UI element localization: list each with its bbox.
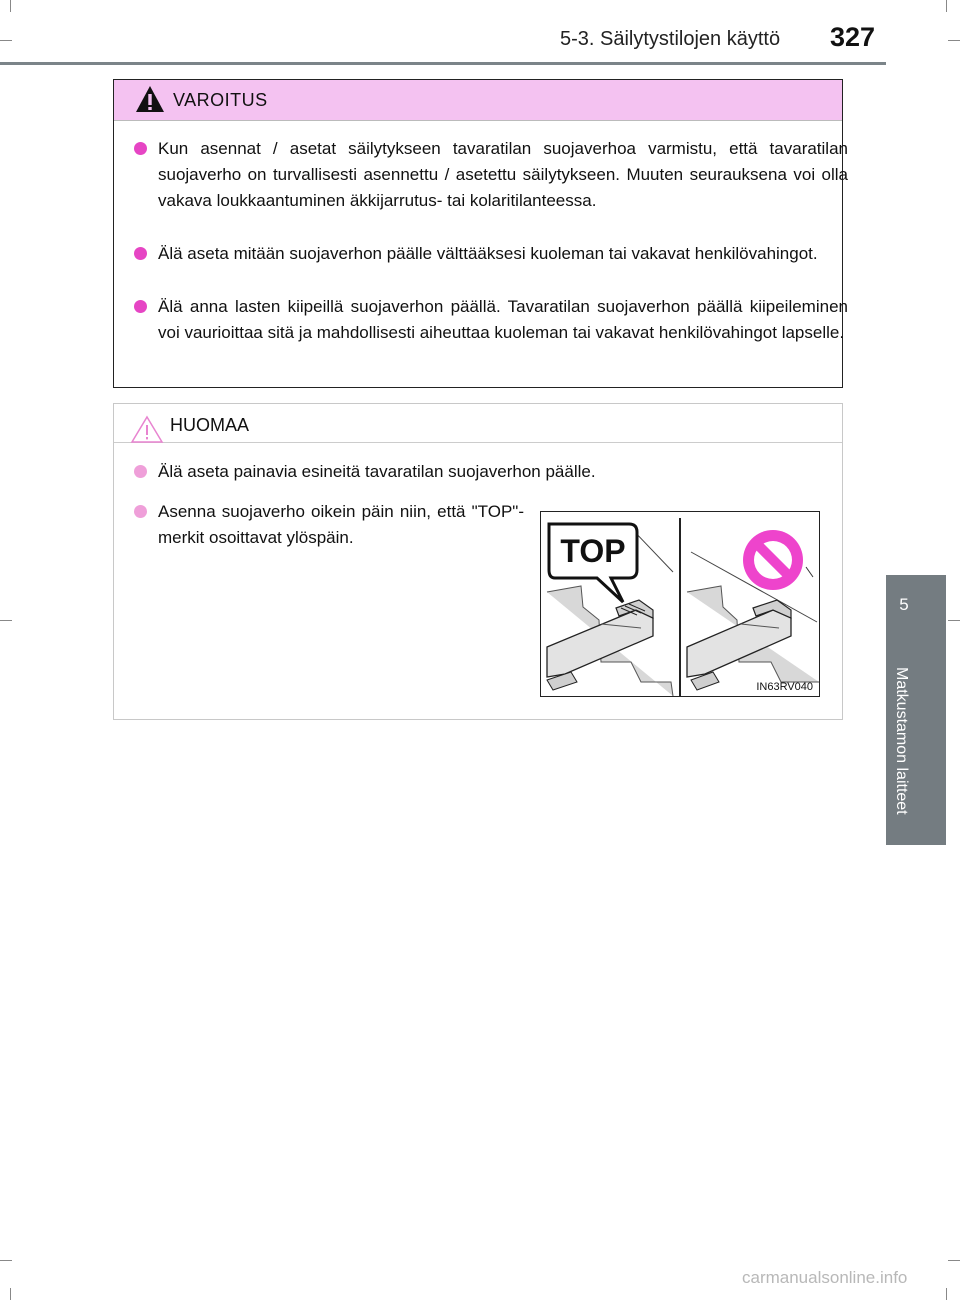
warning-item-text: Älä aseta mitään suojaverhon päälle välttääksesi kuoleman tai vakavat henkilövahingot. bbox=[158, 244, 818, 263]
cargo-cover-illustration bbox=[540, 511, 820, 697]
crop-mark bbox=[948, 620, 960, 621]
warning-header bbox=[114, 80, 842, 121]
crop-mark bbox=[948, 1260, 960, 1261]
warning-triangle-icon bbox=[135, 84, 165, 114]
crop-mark bbox=[948, 40, 960, 41]
watermark: carmanualsonline.info bbox=[742, 1268, 908, 1287]
crop-mark bbox=[10, 1288, 11, 1300]
warning-item bbox=[134, 294, 848, 346]
warning-box bbox=[113, 79, 848, 388]
bullet-icon bbox=[134, 142, 147, 155]
image-code: IN63RV040 bbox=[756, 681, 813, 693]
header-rule bbox=[0, 62, 886, 65]
bullet-icon bbox=[134, 247, 147, 260]
bullet-icon bbox=[134, 300, 147, 313]
crop-mark bbox=[0, 620, 12, 621]
warning-item bbox=[134, 136, 848, 214]
warning-item-text: Älä anna lasten kiipeillä suojaverhon päällä. Tavaratilan suojaverhon päällä kiipeileminen voi vaurioittaa sitä ja mahdollisesti aiheuttaa kuoleman tai vakavat henkilövahingot lapselle. bbox=[158, 297, 848, 342]
notice-item bbox=[134, 499, 524, 551]
prohibition-icon bbox=[743, 530, 803, 590]
notice-box bbox=[113, 403, 843, 720]
notice-title: HUOMAA bbox=[170, 415, 250, 435]
notice-item bbox=[134, 459, 824, 485]
chapter-title: Matkustamon laitteet bbox=[893, 667, 910, 815]
section-title: 5-3. Säilytystilojen käyttö bbox=[560, 28, 781, 50]
bullet-icon bbox=[134, 465, 147, 478]
chapter-tab bbox=[886, 575, 946, 845]
crop-mark bbox=[946, 1288, 947, 1300]
caution-triangle-icon bbox=[130, 415, 164, 444]
notice-item-text: Asenna suojaverho oikein päin niin, että "TOP"-merkit osoittavat ylöspäin. bbox=[158, 502, 524, 547]
warning-item bbox=[134, 241, 848, 267]
warning-item-text: Kun asennat / asetat säilytykseen tavaratilan suojaverhoa varmistu, että tavaratilan suojaverho on turvallisesti asennettu / asetettu säilytykseen. Muuten seurauksena voi olla vakava loukkaantuminen äkkijarrutus- tai kolaritilanteessa. bbox=[158, 139, 848, 210]
page-number: 327 bbox=[830, 22, 876, 52]
warning-title: VAROITUS bbox=[173, 90, 268, 110]
crop-mark bbox=[0, 1260, 12, 1261]
crop-mark bbox=[946, 0, 947, 12]
chapter-number: 5 bbox=[899, 595, 909, 614]
top-label: TOP bbox=[560, 533, 626, 569]
cargo-cover-drawing bbox=[541, 512, 819, 696]
crop-mark bbox=[10, 0, 11, 12]
crop-mark bbox=[0, 40, 12, 41]
notice-header bbox=[114, 404, 842, 443]
bullet-icon bbox=[134, 505, 147, 518]
notice-item-text: Älä aseta painavia esineitä tavaratilan suojaverhon päälle. bbox=[158, 462, 596, 481]
